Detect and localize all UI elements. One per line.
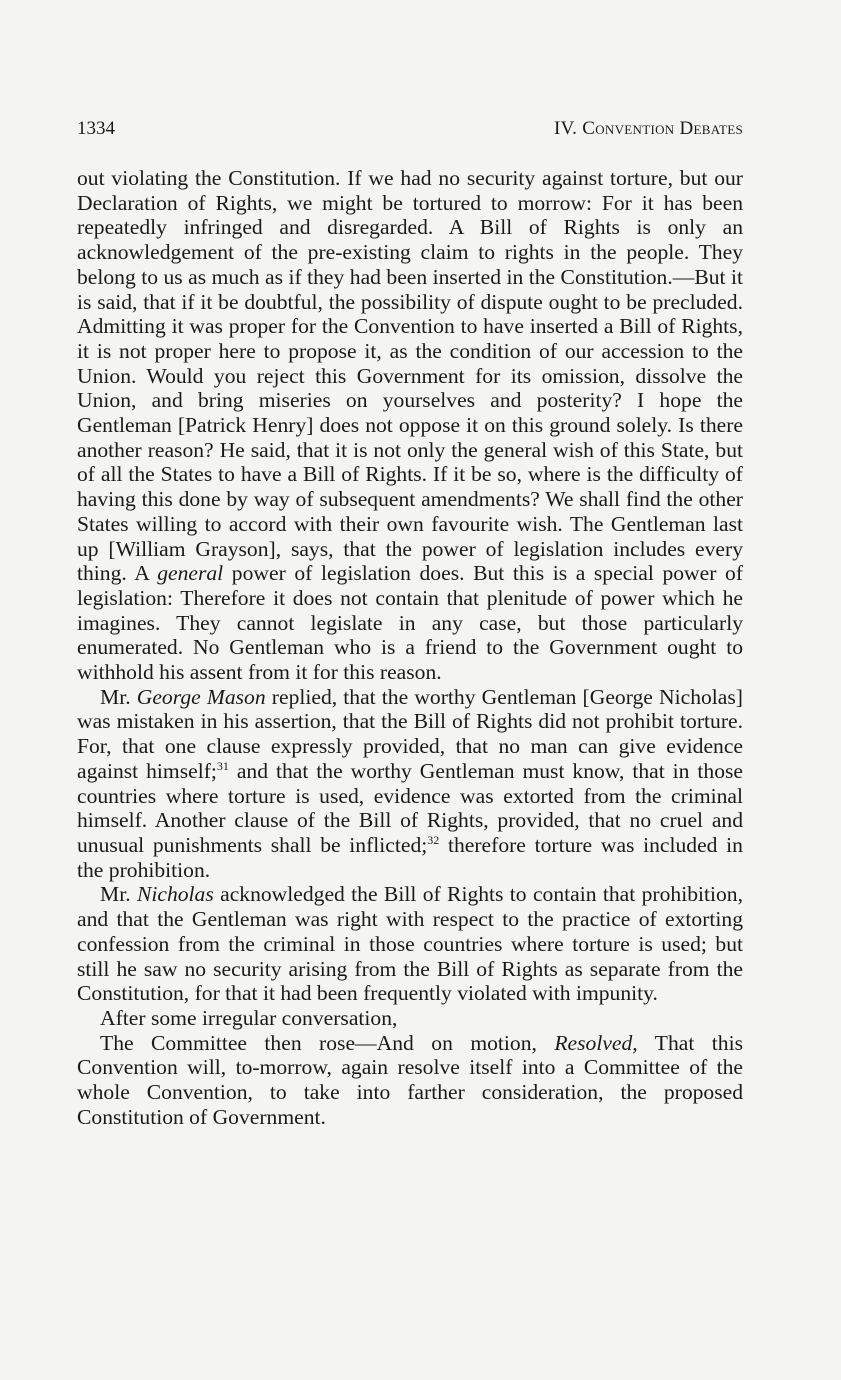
italic-text: general bbox=[157, 561, 224, 586]
text-run: Mr. bbox=[100, 882, 137, 907]
text-run: replied, that the worthy Gentleman [George Nicholas] was mistaken in his assertion, that the Bill of Rights did not prohibit torture. For, that one clause expressly provided, that no man can give evidence against himself; bbox=[77, 684, 743, 783]
footnote-ref: 31 bbox=[216, 758, 229, 773]
text-run: Mr. bbox=[100, 684, 137, 709]
italic-text: George Mason bbox=[136, 684, 266, 709]
text-run: acknowledged the Bill of Rights to contain that prohibition, and that the Gentleman was right with respect to the practice of extorting confession from the criminal in those countries where torture is used; but still he saw no security arising from the Bill of Rights as separate from the Constitution, for that it had been frequently violated with impunity. bbox=[77, 882, 743, 1006]
paragraph bbox=[77, 166, 743, 685]
paragraph bbox=[77, 882, 743, 1006]
page-number: 1334 bbox=[77, 118, 115, 139]
paragraph bbox=[77, 1006, 743, 1031]
italic-text: Nicholas bbox=[136, 882, 214, 907]
section-title: IV. Convention Debates bbox=[553, 118, 743, 139]
text-run: After some irregular conversation, bbox=[100, 1005, 398, 1030]
text-run: therefore torture was included in the prohibition. bbox=[77, 832, 743, 882]
text-run: and that the worthy Gentleman must know, that in those countries where torture is used, evidence was extorted from the criminal himself. Another clause of the Bill of Rights, provided, that no cruel and unusual punishments shall be inflicted; bbox=[77, 758, 743, 857]
italic-text: Resolved, bbox=[554, 1030, 638, 1055]
paragraph bbox=[77, 1031, 743, 1130]
footnote-ref: 32 bbox=[427, 832, 440, 847]
running-head bbox=[77, 118, 743, 150]
text-run: That this Convention will, to-morrow, again resolve itself into a Committee of the whole Convention, to take into farther consideration, the proposed Constitution of Government. bbox=[77, 1030, 743, 1129]
text-run: out violating the Constitution. If we had no security against torture, but our Declaration of Rights, we might be tortured to morrow: For it has been repeatedly infringed and disregarded. A Bill of Rights is only an acknowledgement of the pre-existing claim to rights in the people. They belong to us as much as if they had been inserted in the Constitution.—But it is said, that if it be doubtful, the possibility of dispute ought to be precluded. Admitting it was proper for the Convention to have inserted a Bill of Rights, it is not proper here to propose it, as the condition of our accession to the Union. Would you reject this Government for its omission, dissolve the Union, and bring miseries on yourselves and posterity? I hope the Gentleman [Patrick Henry] does not oppose it on this ground solely. Is there another reason? He said, that it is not only the general wish of this State, but of all the States to have a Bill of Rights. If it be so, where is the difficulty of having this done by way of subsequent amendments? We shall find the other States willing to accord with their own favourite wish. The Gentleman last up [William Grayson], says, that the power of legislation includes every thing. A bbox=[77, 166, 743, 586]
body-text bbox=[77, 166, 743, 1129]
paragraph bbox=[77, 685, 743, 883]
text-run: power of legislation does. But this is a special power of legislation: Therefore it does not contain that plenitude of power which he imagines. They cannot legislate in any case, but those particularly enumerated. No Gentleman who is a friend to the Government ought to withhold his assent from it for this reason. bbox=[77, 561, 744, 685]
page bbox=[77, 118, 743, 1129]
text-run: The Committee then rose—And on motion, bbox=[100, 1030, 555, 1055]
